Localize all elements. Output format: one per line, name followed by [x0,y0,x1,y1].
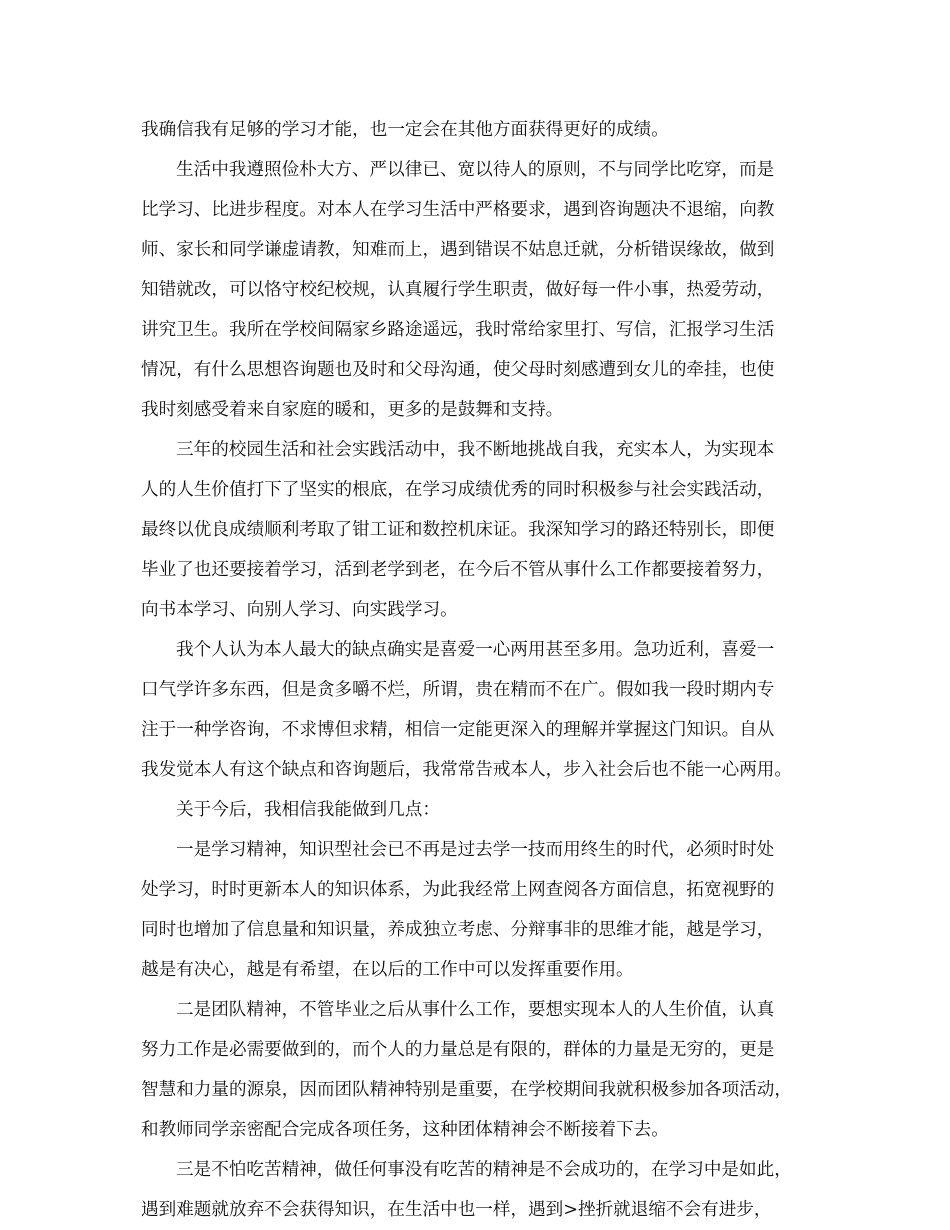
paragraph-first-line: 三年的校园生活和社会实践活动中，我不断地挑战自我，充实本人，为实现本 [176,440,775,460]
text-line: 注于一种学咨询，不求博但求精，相信一定能更深入的理解并掌握这门知识。自从 [141,720,775,740]
text-line: 我确信我有足够的学习才能，也一定会在其他方面获得更好的成绩。 [141,120,669,140]
text-line: 处学习，时时更新本人的知识体系，为此我经常上网查阅各方面信息，拓宽视野的 [141,880,775,900]
text-line: 毕业了也还要接着学习，活到老学到老，在今后不管从事什么工作都要接着努力， [141,560,775,580]
text-line: 越是有决心，越是有希望，在以后的工作中可以发挥重要作用。 [141,960,634,980]
text-line: 口气学许多东西，但是贪多嚼不烂，所谓，贵在精而不在广。假如我一段时期内专 [141,680,775,700]
text-line: 情况，有什么思想咨询题也及时和父母沟通，使父母时刻感遭到女儿的牵挂，也使 [141,360,775,380]
text-line: 向书本学习、向别人学习、向实践学习。 [141,600,458,620]
paragraph-first-line: 关于今后，我相信我能做到几点： [176,800,440,820]
text-line: 知错就改，可以恪守校纪校规，认真履行学生职责，做好每一件小事，热爱劳动， [141,280,775,300]
text-line: 我时刻感受着来自家庭的暖和，更多的是鼓舞和支持。 [141,400,564,420]
paragraph-first-line: 三是不怕吃苦精神，做任何事没有吃苦的精神是不会成功的，在学习中是如此， [176,1160,792,1180]
paragraph-first-line: 二是团队精神，不管毕业之后从事什么工作，要想实现本人的人生价值，认真 [176,1000,775,1020]
text-line: 人的人生价值打下了坚实的根底，在学习成绩优秀的同时积极参与社会实践活动， [141,480,775,500]
text-line: 和教师同学亲密配合完成各项任务，这种团体精神会不断接着下去。 [141,1120,669,1140]
text-line: 最终以优良成绩顺利考取了钳工证和数控机床证。我深知学习的路还特别长，即便 [141,520,775,540]
text-line: 同时也增加了信息量和知识量，养成独立考虑、分辩事非的思维才能，越是学习， [141,920,775,940]
paragraph-first-line: 生活中我遵照俭朴大方、严以律已、宽以待人的原则，不与同学比吃穿，而是 [176,160,775,180]
document-body [141,110,821,1230]
text-line: 遇到难题就放弃不会获得知识，在生活中也一样，遇到>挫折就退缩不会有进步， [141,1200,772,1220]
text-line: 师、家长和同学谦虚请教，知难而上，遇到错误不姑息迁就，分析错误缘故，做到 [141,240,775,260]
text-line: 努力工作是必需要做到的，而个人的力量总是有限的，群体的力量是无穷的，更是 [141,1040,775,1060]
text-line: 讲究卫生。我所在学校间隔家乡路途遥远，我时常给家里打、写信，汇报学习生活 [141,320,775,340]
paragraph-first-line: 我个人认为本人最大的缺点确实是喜爱一心两用甚至多用。急功近利，喜爱一 [176,640,775,660]
text-line: 比学习、比进步程度。对本人在学习生活中严格要求，遇到咨询题决不退缩，向教 [141,200,775,220]
text-line: 我发觉本人有这个缺点和咨询题后，我常常告戒本人，步入社会后也不能一心两用。 [141,760,792,780]
text-line: 智慧和力量的源泉，因而团队精神特别是重要，在学校期间我就积极参加各项活动， [141,1080,792,1100]
paragraph-first-line: 一是学习精神，知识型社会已不再是过去学一技而用终生的时代，必须时时处 [176,840,775,860]
